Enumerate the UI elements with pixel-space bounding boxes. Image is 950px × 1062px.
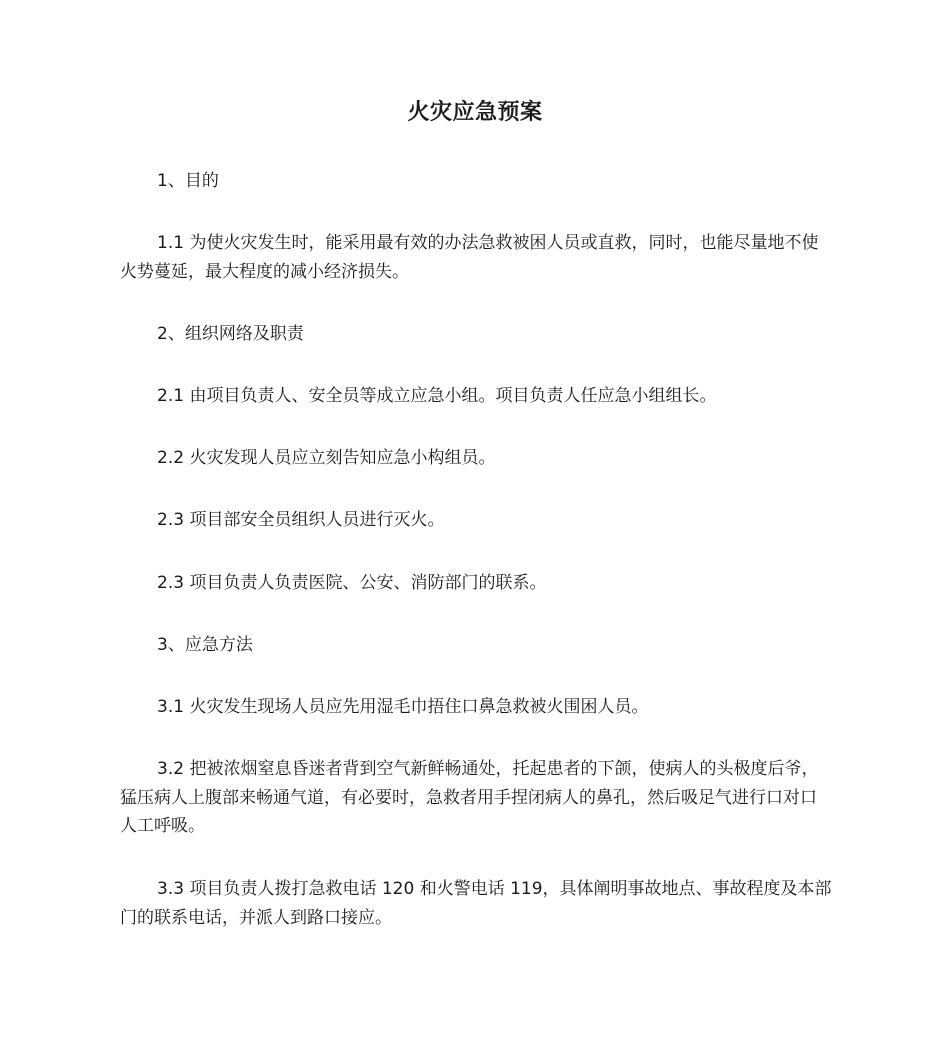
paragraph-2-1: 2.1 由项目负责人、安全员等成立应急小组。项目负责人任应急小组组长。 xyxy=(157,386,717,406)
paragraph-2-3-a: 2.3 项目部安全员组织人员进行灭火。 xyxy=(157,510,445,530)
paragraph-3-2: 3.2 把被浓烟窒息昏迷者背到空气新鲜畅通处，托起患者的下颌，使病人的头极度后爷，猛压病人上腹部来畅通气道，有必要时，急救者用手捏闭病人的鼻孔，然后吸足气进行口对口人工呼吸。 xyxy=(120,759,819,836)
heading-organization: 2、组织网络及职责 xyxy=(157,324,304,344)
heading-purpose: 1、目的 xyxy=(157,171,219,191)
paragraph-3-1: 3.1 火灾发生现场人员应先用湿毛巾捂住口鼻急救被火围困人员。 xyxy=(157,697,649,717)
document-title: 火灾应急预案 xyxy=(407,100,543,125)
paragraph-3-3: 3.3 项目负责人拨打急救电话 120 和火警电话 119，具体阐明事故地点、事故程度及本部门的联系电话，并派人到路口接应。 xyxy=(120,879,832,928)
paragraph-2-2: 2.2 火灾发现人员应立刻告知应急小构组员。 xyxy=(157,448,496,468)
paragraph-1-1: 1.1 为使火灾发生时，能采用最有效的办法急救被困人员或直救，同时，也能尽量地不使火势蔓延，最大程度的减小经济损失。 xyxy=(120,233,819,282)
heading-emergency-methods: 3、应急方法 xyxy=(157,635,253,655)
paragraph-2-3-b: 2.3 项目负责人负责医院、公安、消防部门的联系。 xyxy=(157,573,547,593)
